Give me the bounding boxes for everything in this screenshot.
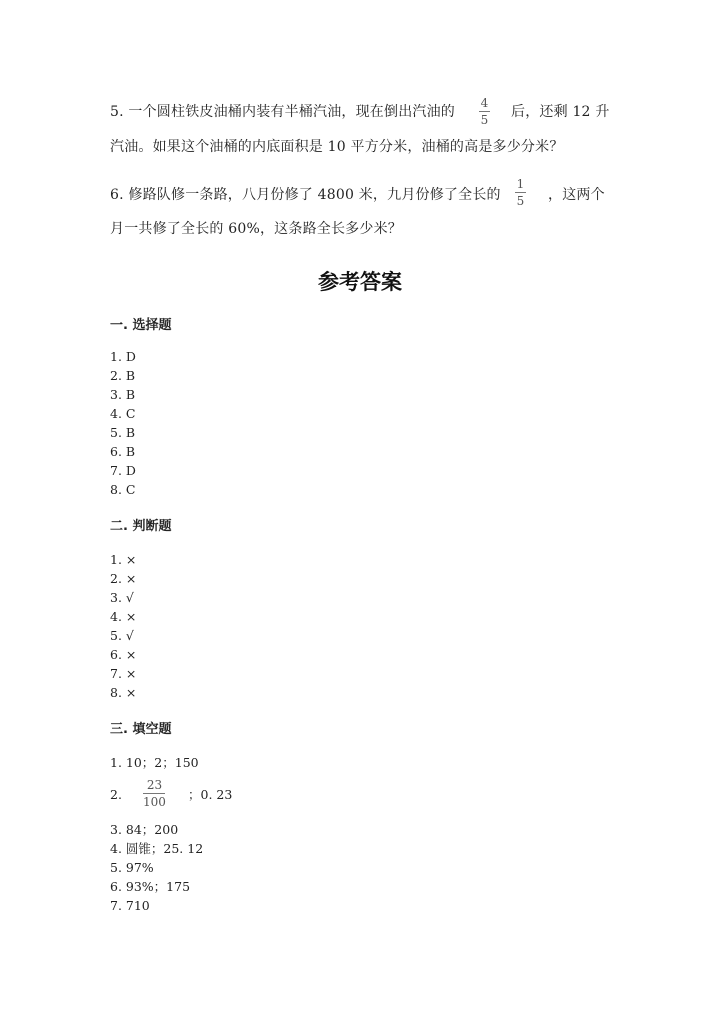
- q5-fraction: [479, 96, 490, 127]
- q6-frac-bar: [515, 192, 526, 193]
- section-heading-judge: 二. 判断题: [110, 519, 172, 534]
- fill-2-frac-bar: [143, 793, 165, 794]
- q5-frac-denominator: 5: [480, 113, 489, 127]
- answer-list-choice: [110, 347, 136, 499]
- list-item: 6. ×: [110, 647, 137, 662]
- fill-2-frac-numerator: 23: [146, 778, 163, 792]
- q6-text-a: 6. 修路队修一条路，八月份修了 4800 米，九月份修了全长的: [110, 187, 501, 203]
- list-item: 4. ×: [110, 609, 137, 624]
- list-item: 7. ×: [110, 666, 137, 681]
- list-item: 3. 84；200: [110, 822, 179, 837]
- q5-line1: [110, 101, 455, 121]
- list-item: 1. ×: [110, 552, 137, 567]
- q5-frac-bar: [479, 111, 490, 112]
- list-item: 6. B: [110, 444, 136, 459]
- list-item: 7. D: [110, 463, 136, 478]
- list-item: 8. ×: [110, 685, 137, 700]
- fill-2-frac-denominator: 100: [143, 795, 166, 809]
- answer-fill-2-fraction: [143, 778, 166, 809]
- q5-frac-numerator: 4: [480, 96, 489, 110]
- q6-line1: [110, 184, 501, 204]
- section-heading-choice: 一. 选择题: [110, 318, 172, 333]
- list-item: 5. √: [110, 628, 134, 643]
- answer-fill-2-suffix: ；0. 23: [188, 787, 233, 802]
- list-item: 6. 93%；175: [110, 879, 191, 894]
- list-item: 4. 圆锥；25. 12: [110, 841, 204, 856]
- list-item: 7. 710: [110, 898, 150, 913]
- q5-line1-end: [511, 101, 610, 121]
- answer-fill-1: 1. 10；2；150: [110, 755, 199, 770]
- list-item: 2. ×: [110, 571, 137, 586]
- list-item: 8. C: [110, 482, 136, 497]
- list-item: 5. B: [110, 425, 136, 440]
- q6-fraction: [515, 177, 526, 208]
- list-item: 4. C: [110, 406, 136, 421]
- answer-list-fill-rest: [110, 820, 203, 915]
- list-item: 3. B: [110, 387, 136, 402]
- section-heading-fill: 三. 填空题: [110, 722, 172, 737]
- answer-title: 参考答案: [318, 270, 402, 294]
- q5-text-a: 5. 一个圆柱铁皮油桶内装有半桶汽油，现在倒出汽油的: [110, 104, 456, 120]
- q6-line2: 月一共修了全长的 60%，这条路全长多少米？: [110, 221, 402, 237]
- list-item: 2. B: [110, 368, 136, 383]
- answer-fill-2-prefix: 2.: [110, 787, 122, 802]
- q5-text-b: 后，还剩 12 升: [511, 104, 610, 120]
- list-item: 3. √: [110, 590, 134, 605]
- q6-text-b: ，这两个: [548, 187, 605, 203]
- q6-frac-denominator: 5: [516, 194, 525, 208]
- q5-line2: 汽油。如果这个油桶的内底面积是 10 平方分米，油桶的高是多少分米？: [110, 139, 564, 155]
- answer-list-judge: [110, 550, 136, 702]
- list-item: 5. 97%: [110, 860, 154, 875]
- q6-frac-numerator: 1: [516, 177, 525, 191]
- q6-line1-end: [548, 184, 605, 204]
- list-item: 1. D: [110, 349, 136, 364]
